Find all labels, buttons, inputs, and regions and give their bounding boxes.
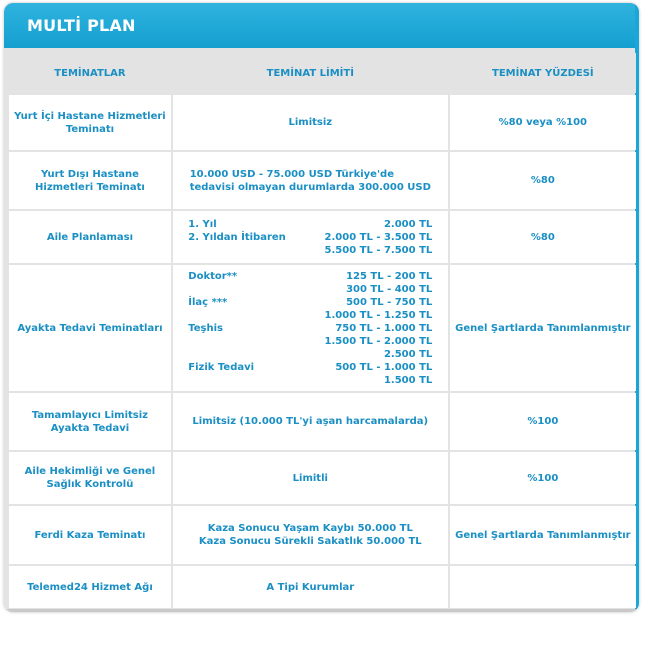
coverage-percent: %80 [450,211,636,263]
coverage-limit [173,506,448,564]
coverage-percent: %100 [450,393,636,450]
table-row [9,566,636,608]
coverage-percent: %80 [450,152,636,209]
limit-value: 300 TL - 400 TL [346,283,433,295]
coverage-percent [450,566,636,608]
limit-label [188,283,254,296]
coverage-percent: %80 veya %100 [450,95,636,150]
limit-label: 2. Yıldan İtibaren [188,231,286,243]
limit-label: Doktor** [188,270,238,282]
limit-value: 750 TL - 1.000 TL [335,322,433,334]
plan-title: MULTİ PLAN [27,16,136,35]
limit-label [188,309,254,322]
coverage-name: Yurt Dışı Hastane Hizmetleri Teminatı [9,152,171,209]
table-header-row [9,53,636,93]
limit-value: 125 TL - 200 TL [346,270,433,282]
limit-line: Kaza Sonucu Sürekli Sakatlık 50.000 TL [198,536,422,547]
coverage-name: Ayakta Tedavi Teminatları [9,265,171,391]
coverage-name: Aile Planlaması [9,211,171,263]
table-row [9,393,636,450]
limit-value: 5.500 TL - 7.500 TL [324,244,433,256]
table-row [9,95,636,150]
limit-value: 1.000 TL - 1.250 TL [324,309,433,321]
coverage-name: Tamamlayıcı Limitsiz Ayakta Tedavi [9,393,171,450]
coverage-limit: Limitsiz (10.000 TL'yi aşan harcamalarda) [173,393,448,450]
limit-label [188,244,286,257]
coverage-percent: %100 [450,452,636,504]
column-header-limit: TEMİNAT LİMİTİ [173,53,448,93]
coverage-percent: Genel Şartlarda Tanımlanmıştır [450,265,636,391]
plan-card [4,3,639,612]
limit-value: 500 TL - 1.000 TL [335,361,433,373]
table-row [9,211,636,263]
limit-value: 500 TL - 750 TL [346,296,433,308]
limit-label: Teşhis [188,322,224,334]
coverage-percent: Genel Şartlarda Tanımlanmıştır [450,506,636,564]
table-row [9,506,636,564]
limit-label: 1. Yıl [188,218,217,230]
limit-value: 2.000 TL [383,218,433,230]
limit-label [188,348,254,361]
limit-label: İlaç *** [188,296,228,308]
limit-line: Kaza Sonucu Yaşam Kaybı 50.000 TL [207,523,413,534]
coverage-limit [173,152,448,209]
limit-label [188,374,254,387]
limit-value: 1.500 TL [383,374,433,386]
limit-line: 10.000 USD - 75.000 USD Türkiye'de [189,168,394,180]
limit-value: 1.500 TL - 2.000 TL [324,335,433,347]
limit-value: 2.500 TL [383,348,433,360]
column-header-percent: TEMİNAT YÜZDESİ [450,53,636,93]
coverage-limit [173,211,448,263]
coverage-limit: Limitsiz [173,95,448,150]
column-header-coverages: TEMİNATLAR [9,53,171,93]
table-row [9,265,636,391]
coverage-limit [173,265,448,391]
coverage-name: Aile Hekimliği ve Genel Sağlık Kontrolü [9,452,171,504]
table-row [9,152,636,209]
coverage-table [7,51,638,610]
coverage-name: Ferdi Kaza Teminatı [9,506,171,564]
limit-line: tedavisi olmayan durumlarda 300.000 USD [189,181,431,193]
limit-label [188,335,254,348]
table-row [9,452,636,504]
plan-header [4,3,639,48]
limit-value: 2.000 TL - 3.500 TL [324,231,433,243]
limit-label: Fizik Tedavi [188,361,255,373]
coverage-name: Telemed24 Hizmet Ağı [9,566,171,608]
coverage-limit: A Tipi Kurumlar [173,566,448,608]
coverage-limit: Limitli [173,452,448,504]
coverage-name: Yurt İçi Hastane Hizmetleri Teminatı [9,95,171,150]
